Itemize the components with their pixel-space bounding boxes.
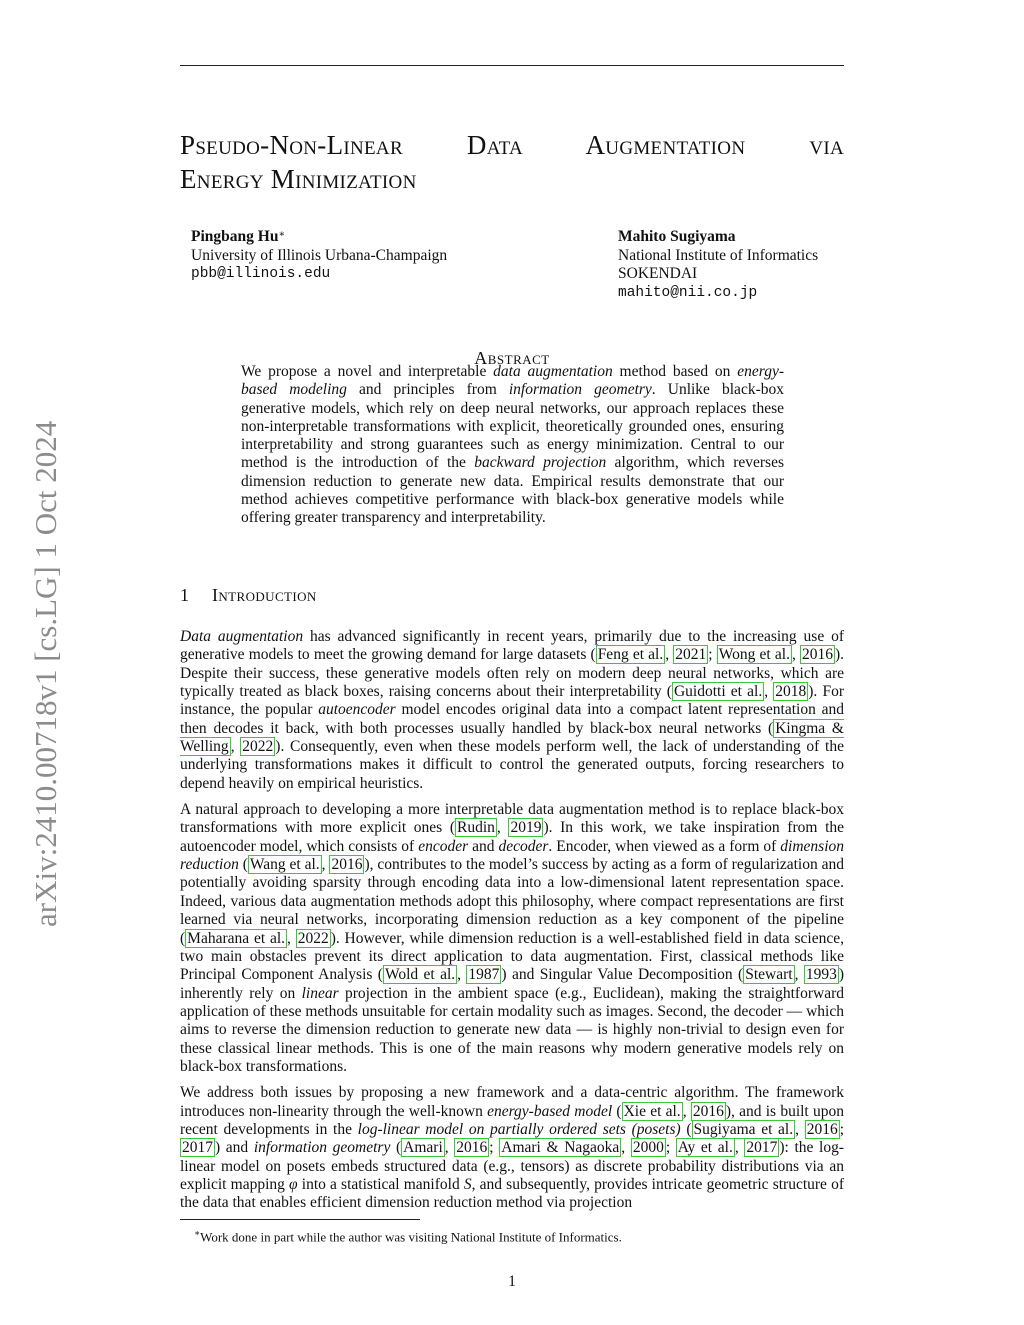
author-block-1 [191, 228, 447, 284]
citation-link[interactable]: 2022 [242, 738, 274, 756]
text-run: , [795, 1120, 805, 1138]
citation-link[interactable]: Xie et al. [623, 1102, 681, 1120]
citation-link[interactable]: 2019 [510, 819, 542, 837]
abstract-emphasis: backward projection [474, 454, 607, 472]
citation-link[interactable]: 2018 [775, 683, 807, 701]
citation-link[interactable]: Rudin [457, 819, 495, 837]
citation-link[interactable]: 2016 [456, 1139, 488, 1157]
author-name: Pingbang Hu [191, 228, 279, 245]
abstract-emphasis: energy-based modeling [241, 363, 784, 399]
emphasis-text: autoencoder [318, 701, 396, 719]
citation-link[interactable]: Stewart [745, 966, 793, 984]
abstract-run: We propose a novel and interpretable [241, 363, 494, 380]
top-rule [180, 65, 844, 66]
paragraph [180, 628, 844, 793]
citation-link[interactable]: Ay et al. [677, 1139, 733, 1157]
citation-link[interactable]: Sugiyama et al. [693, 1120, 794, 1138]
text-run: , [496, 819, 509, 837]
citation-link[interactable]: 1987 [468, 966, 500, 984]
emphasis-text: information geometry [253, 1139, 391, 1157]
emphasis-text: log-linear model on partially ordered sets (posets) [357, 1120, 681, 1138]
citation-link[interactable]: 2000 [632, 1139, 664, 1157]
citation-link[interactable]: 2016 [801, 646, 833, 664]
emphasis-text: dimension reduction [180, 837, 845, 874]
text-run: ). Despite their success, these generative models often rely on modern deep neural networks, which are typically treated as black boxes, raising concerns about their interpretability ( [180, 646, 845, 701]
author-affiliation-2: SOKENDAI [618, 265, 698, 282]
text-run: ), contributes to the model’s success by acting as a form of regularization and potentially avoiding sparsity through encoding data into a low-dimensional latent representation space. Indeed, various data augmentation methods adopt this philosophy, where compact representations are first learned via neural networks, incorporating dimension reduction as a key component of the pipeline ( [180, 856, 845, 947]
citation-link[interactable]: Maharana et al. [187, 929, 286, 947]
text-run: , [287, 929, 296, 947]
text-run: , [321, 856, 330, 874]
text-run: ( [612, 1102, 622, 1120]
text-run: ; [665, 1139, 676, 1157]
text-run: has advanced significantly in recent years, primarily due to the increasing use of generative models to meet the growing demand for large datasets ( [180, 628, 844, 664]
text-run: ) and [215, 1139, 254, 1157]
text-run: . Encoder, when viewed as a form of [548, 837, 781, 855]
citation-link[interactable]: 2016 [806, 1120, 838, 1138]
emphasis-text: encoder [418, 837, 469, 855]
title-line-2: Energy Minimization [180, 164, 417, 194]
text-run: A natural approach to developing a more interpretable data augmentation method is to replace black-box transformations with more explicit ones ( [180, 801, 844, 837]
abstract-emphasis: data augmentation [493, 363, 613, 380]
footnote [194, 1225, 622, 1245]
text-run: , [665, 646, 674, 664]
footnote-text: Work done in part while the author was visiting National Institute of Informatics. [200, 1229, 622, 1245]
emphasis-text: Data augmentation [180, 628, 304, 645]
footnote-rule [180, 1219, 420, 1220]
text-run: , [794, 966, 804, 984]
citation-link[interactable]: 2017 [746, 1139, 778, 1157]
text-run: ). In this work, we take inspiration from the autoencoder model, which consists of [180, 819, 845, 855]
emphasis-text: energy-based model [487, 1102, 613, 1120]
text-run: , [791, 646, 800, 664]
citation-link[interactable]: Kingma & Welling [180, 719, 844, 756]
text-run: ) inherently rely on [180, 966, 844, 1002]
citation-link[interactable]: Wong et al. [718, 646, 790, 664]
citation-link[interactable]: Amari [403, 1139, 443, 1157]
emphasis-text: decoder [498, 837, 549, 855]
author-affiliation: University of Illinois Urbana-Champaign [191, 246, 448, 264]
citation-link[interactable]: Amari & Nagaoka [501, 1139, 620, 1157]
author-block-2 [618, 228, 818, 302]
section-title: Introduction [212, 585, 317, 605]
text-run: ( [680, 1120, 692, 1138]
text-run: ; [708, 646, 717, 664]
title-line-1: Pseudo-Non-Linear Data Augmentation via [180, 130, 844, 160]
paper-title [180, 128, 844, 196]
emphasis-text: linear [301, 984, 339, 1002]
citation-link[interactable]: Feng et al. [597, 646, 664, 664]
section-number: 1 [180, 585, 190, 605]
abstract-emphasis: information geometry [508, 381, 652, 399]
text-run: model encodes original data into a compact latent representation and then decodes it back, with both processes usually handled by black-box neural networks ( [180, 701, 844, 737]
citation-link[interactable]: 2016 [692, 1102, 724, 1120]
abstract-run: . Unlike black-box generative models, which rely on deep neural networks, our approach replaces these non-interpretable transformations with explicit, theoretically grounded ones, ensuring interpretability and strong guarantees such as energy minimization. Central to our method is the introduction of the [241, 381, 784, 472]
abstract-run: algorithm, which reverses dimension reduction to generate new data. Empirical results demonstrate that our method achieves competitive performance with black-box generative models while offering greater transparency and interpretability. [241, 454, 784, 527]
paragraph [180, 801, 844, 1076]
text-run: ). For instance, the popular [180, 683, 844, 719]
text-run: ; [839, 1120, 844, 1138]
text-run: projection in the ambient space (e.g., Euclidean), making the straightforward application of these methods unsuitable for certain modality such as images. Second, the decoder — which aims to reverse the dimension reduction to generate new data — is highly non-trivial to design even for these classical linear methods. This is one of the main reasons why modern generative models rely on black-box transformations. [180, 984, 844, 1075]
abstract-heading: Abstract [474, 348, 550, 368]
text-run: ): the log-linear model on posets embeds structured data (e.g., tensors) as discrete probability distributions via an explicit mapping [180, 1139, 845, 1193]
author-affiliation: National Institute of Informatics [618, 246, 819, 264]
citation-link[interactable]: Wold et al. [384, 966, 456, 984]
arxiv-sidebar-stamp: arXiv:2410.00718v1 [cs.LG] 1 Oct 2024 [28, 420, 63, 927]
section-heading [180, 585, 317, 606]
text-run: We address both issues by proposing a new framework and a data-centric algorithm. The framework introduces non-linearity through the well-known [180, 1084, 844, 1120]
text-run: ( [390, 1139, 402, 1157]
text-run: , and subsequently, provides intricate geometric structure of the data that enables efficient dimension reduction method via projection [180, 1175, 844, 1212]
introduction-body [180, 628, 844, 1221]
text-run: , [457, 966, 467, 984]
author-email[interactable]: pbb@illinois.edu [191, 266, 331, 282]
author-name: Mahito Sugiyama [618, 228, 736, 245]
emphasis-text: φ [289, 1175, 298, 1193]
citation-link[interactable]: Wang et al. [249, 856, 320, 874]
abstract-run: method based on [612, 363, 738, 380]
text-run: and [468, 837, 499, 855]
text-run: ). However, while dimension reduction is a well-established field in data science, two main obstacles prevent its direct application to data augmentation. First, classical methods like Principal Component Analysis ( [180, 929, 844, 984]
text-run: ( [238, 856, 248, 874]
citation-link[interactable]: 2017 [182, 1139, 213, 1157]
text-run: ), and is built upon recent developments in the [180, 1102, 844, 1138]
citation-link[interactable]: 2016 [331, 856, 363, 874]
text-run: ; [489, 1139, 500, 1157]
text-run: ) and Singular Value Decomposition ( [501, 966, 744, 984]
abstract-text [241, 363, 784, 528]
text-run: , [621, 1139, 631, 1157]
text-run: ). Consequently, even when these models perform well, the lack of understanding of the underlying transformations makes it difficult to control the generated outputs, forcing researchers to depend heavily on empirical heuristics. [180, 738, 844, 792]
author-email[interactable]: mahito@nii.co.jp [618, 284, 758, 301]
emphasis-text: S [463, 1175, 472, 1193]
footnote-mark: ∗ [194, 1228, 201, 1238]
text-run: , [230, 738, 241, 756]
page-number: 1 [508, 1273, 516, 1290]
citation-link[interactable]: 2021 [675, 646, 707, 664]
citation-link[interactable]: 2022 [297, 929, 329, 947]
text-run: , [682, 1102, 691, 1120]
text-run: into a statistical manifold [297, 1175, 464, 1193]
citation-link[interactable]: 1993 [805, 966, 837, 984]
abstract-run: and principles from [346, 381, 509, 399]
text-run: , [764, 683, 774, 701]
paragraph [180, 1084, 844, 1212]
citation-link[interactable]: Guidotti et al. [673, 683, 763, 701]
text-run: , [734, 1139, 745, 1157]
text-run: , [444, 1139, 455, 1157]
footnote-mark: ∗ [278, 229, 286, 240]
